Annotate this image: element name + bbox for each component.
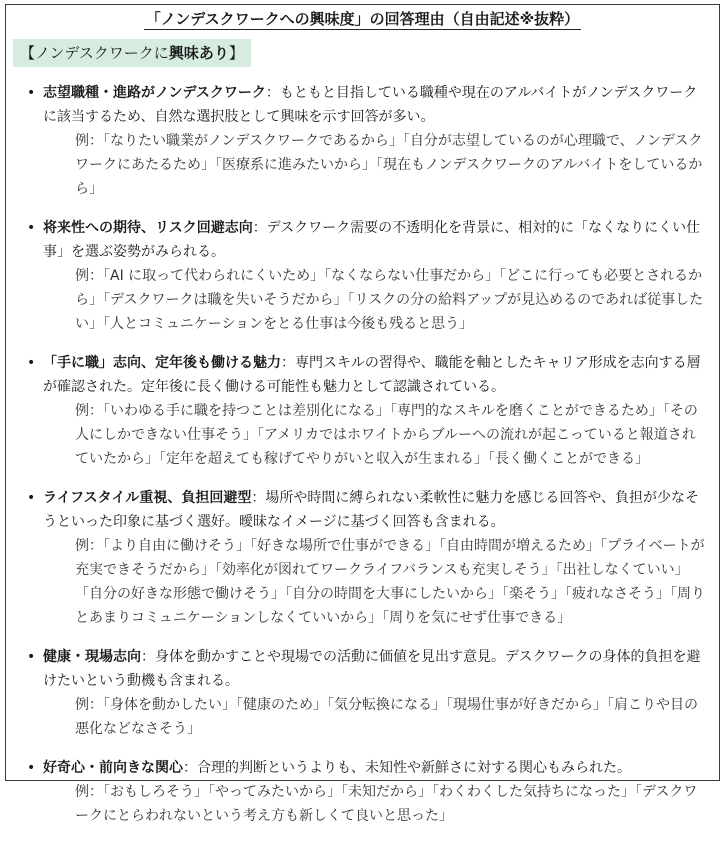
item-summary xyxy=(6,216,719,264)
item-separator: ： xyxy=(252,220,267,236)
item-example: 例：「身体を動かしたい」「健康のため」「気分転換になる」「現場仕事が好きだから」「肩こりや目の悪化などなさそう」 xyxy=(75,697,698,737)
item-heading: 好奇心・前向きな関心 xyxy=(43,760,183,776)
item-summary xyxy=(6,486,719,534)
item-summary xyxy=(6,81,719,129)
category-label-strong: 興味あり xyxy=(168,44,229,62)
document-title: 「ノンデスクワークへの興味度」の回答理由（自由記述※抜粋） xyxy=(145,10,580,28)
list-item xyxy=(6,81,719,201)
reason-list xyxy=(6,81,719,843)
item-separator: ： xyxy=(265,85,280,101)
item-example: 例：「AI に取って代わられにくいため」「なくならない仕事だから」「どこに行っても必要とされるから」「デスクワークは職を失いそうだから」「リスクの分の給料アップが見込めるのであれば従事したい」「人とコミュニケーションをとる仕事は今後も残ると思う」 xyxy=(75,268,704,332)
list-item xyxy=(6,216,719,336)
list-item xyxy=(6,351,719,471)
list-item xyxy=(6,645,719,741)
category-label-prefix: 【ノンデスクワークに xyxy=(20,44,169,62)
bullet: • xyxy=(27,490,36,506)
item-heading: 「手に職」志向、定年後も働ける魅力 xyxy=(43,355,281,371)
item-heading: 健康・現場志向 xyxy=(43,649,141,665)
category-label xyxy=(13,39,251,67)
item-example: 例：「おもしろそう」「やってみたいから」「未知だから」「わくわくした気持ちになった」「デスクワークにとらわれないという考え方も新しくて良いと思った」 xyxy=(75,784,698,824)
item-text: もともと目指している職種や現在のアルバイトがノンデスクワークに該当するため、自然な選択肢として興味を示す回答が多い。 xyxy=(43,85,698,125)
bullet: • xyxy=(27,649,36,665)
bullet: • xyxy=(27,355,36,371)
list-item xyxy=(6,756,719,828)
item-separator: ： xyxy=(183,760,197,776)
item-text: 合理的判断というよりも、未知性や新鮮さに対する関心もみられた。 xyxy=(197,760,631,776)
bullet: • xyxy=(27,760,36,776)
item-example: 例：「いわゆる手に職を持つことは差別化になる」「専門的なスキルを磨くことができるため」「その人にしかできない仕事そう」「アメリカではホワイトからブルーへの流れが起こっていると報道されていたから」「定年を超えても稼げてやりがいと収入が生まれる」「長く働くことができる」 xyxy=(75,403,698,467)
item-summary xyxy=(6,756,719,780)
bullet: • xyxy=(27,220,36,236)
document-title-wrap xyxy=(6,9,719,30)
item-example: 例：「なりたい職業がノンデスクワークであるから」「自分が志望しているのが心理職で、ノンデスクワークにあたるため」「医療系に進みたいから」「現在もノンデスクワークのアルバイトをしているから」 xyxy=(75,133,703,197)
item-separator: ： xyxy=(281,355,295,371)
item-text: 専門スキルの習得や、職能を軸としたキャリア形成を志向する層が確認された。定年後に長く働ける可能性も魅力として認識されている。 xyxy=(43,355,701,395)
list-item xyxy=(6,486,719,630)
item-separator: ： xyxy=(251,490,266,506)
item-text: 場所や時間に縛られない柔軟性に魅力を感じる回答や、負担が少なそうといった印象に基づく選好。曖昧なイメージに基づく回答も含まれる。 xyxy=(43,490,700,530)
document-frame xyxy=(5,4,720,824)
item-summary xyxy=(6,645,719,693)
item-text: デスクワーク需要の不透明化を背景に、相対的に「なくなりにくい仕事」を選ぶ姿勢がみられる。 xyxy=(43,220,701,260)
item-separator: ： xyxy=(141,649,155,665)
item-heading: ライフスタイル重視、負担回避型 xyxy=(43,490,252,506)
item-summary xyxy=(6,351,719,399)
bullet: • xyxy=(27,85,36,101)
item-heading: 志望職種・進路がノンデスクワーク xyxy=(43,85,266,101)
category-label-suffix: 】 xyxy=(228,44,244,62)
item-text: 身体を動かすことや現場での活動に価値を見出す意見。デスクワークの身体的負担を避けたいという動機も含まれる。 xyxy=(43,649,701,689)
item-heading: 将来性への期待、リスク回避志向 xyxy=(43,220,253,236)
item-example: 例：「より自由に働けそう」「好きな場所で仕事ができる」「自由時間が増えるため」「プライベートが充実できそうだから」「効率化が図れてワークライフバランスも充実しそう」「出社しなくていい」「自分の好きな形態で働けそう」「自分の時間を大事にしたいから」「楽そう」「疲れなさそう」「周りとあまりコミュニケーションしなくていいから」「周りを気にせず仕事できる」 xyxy=(75,538,705,626)
